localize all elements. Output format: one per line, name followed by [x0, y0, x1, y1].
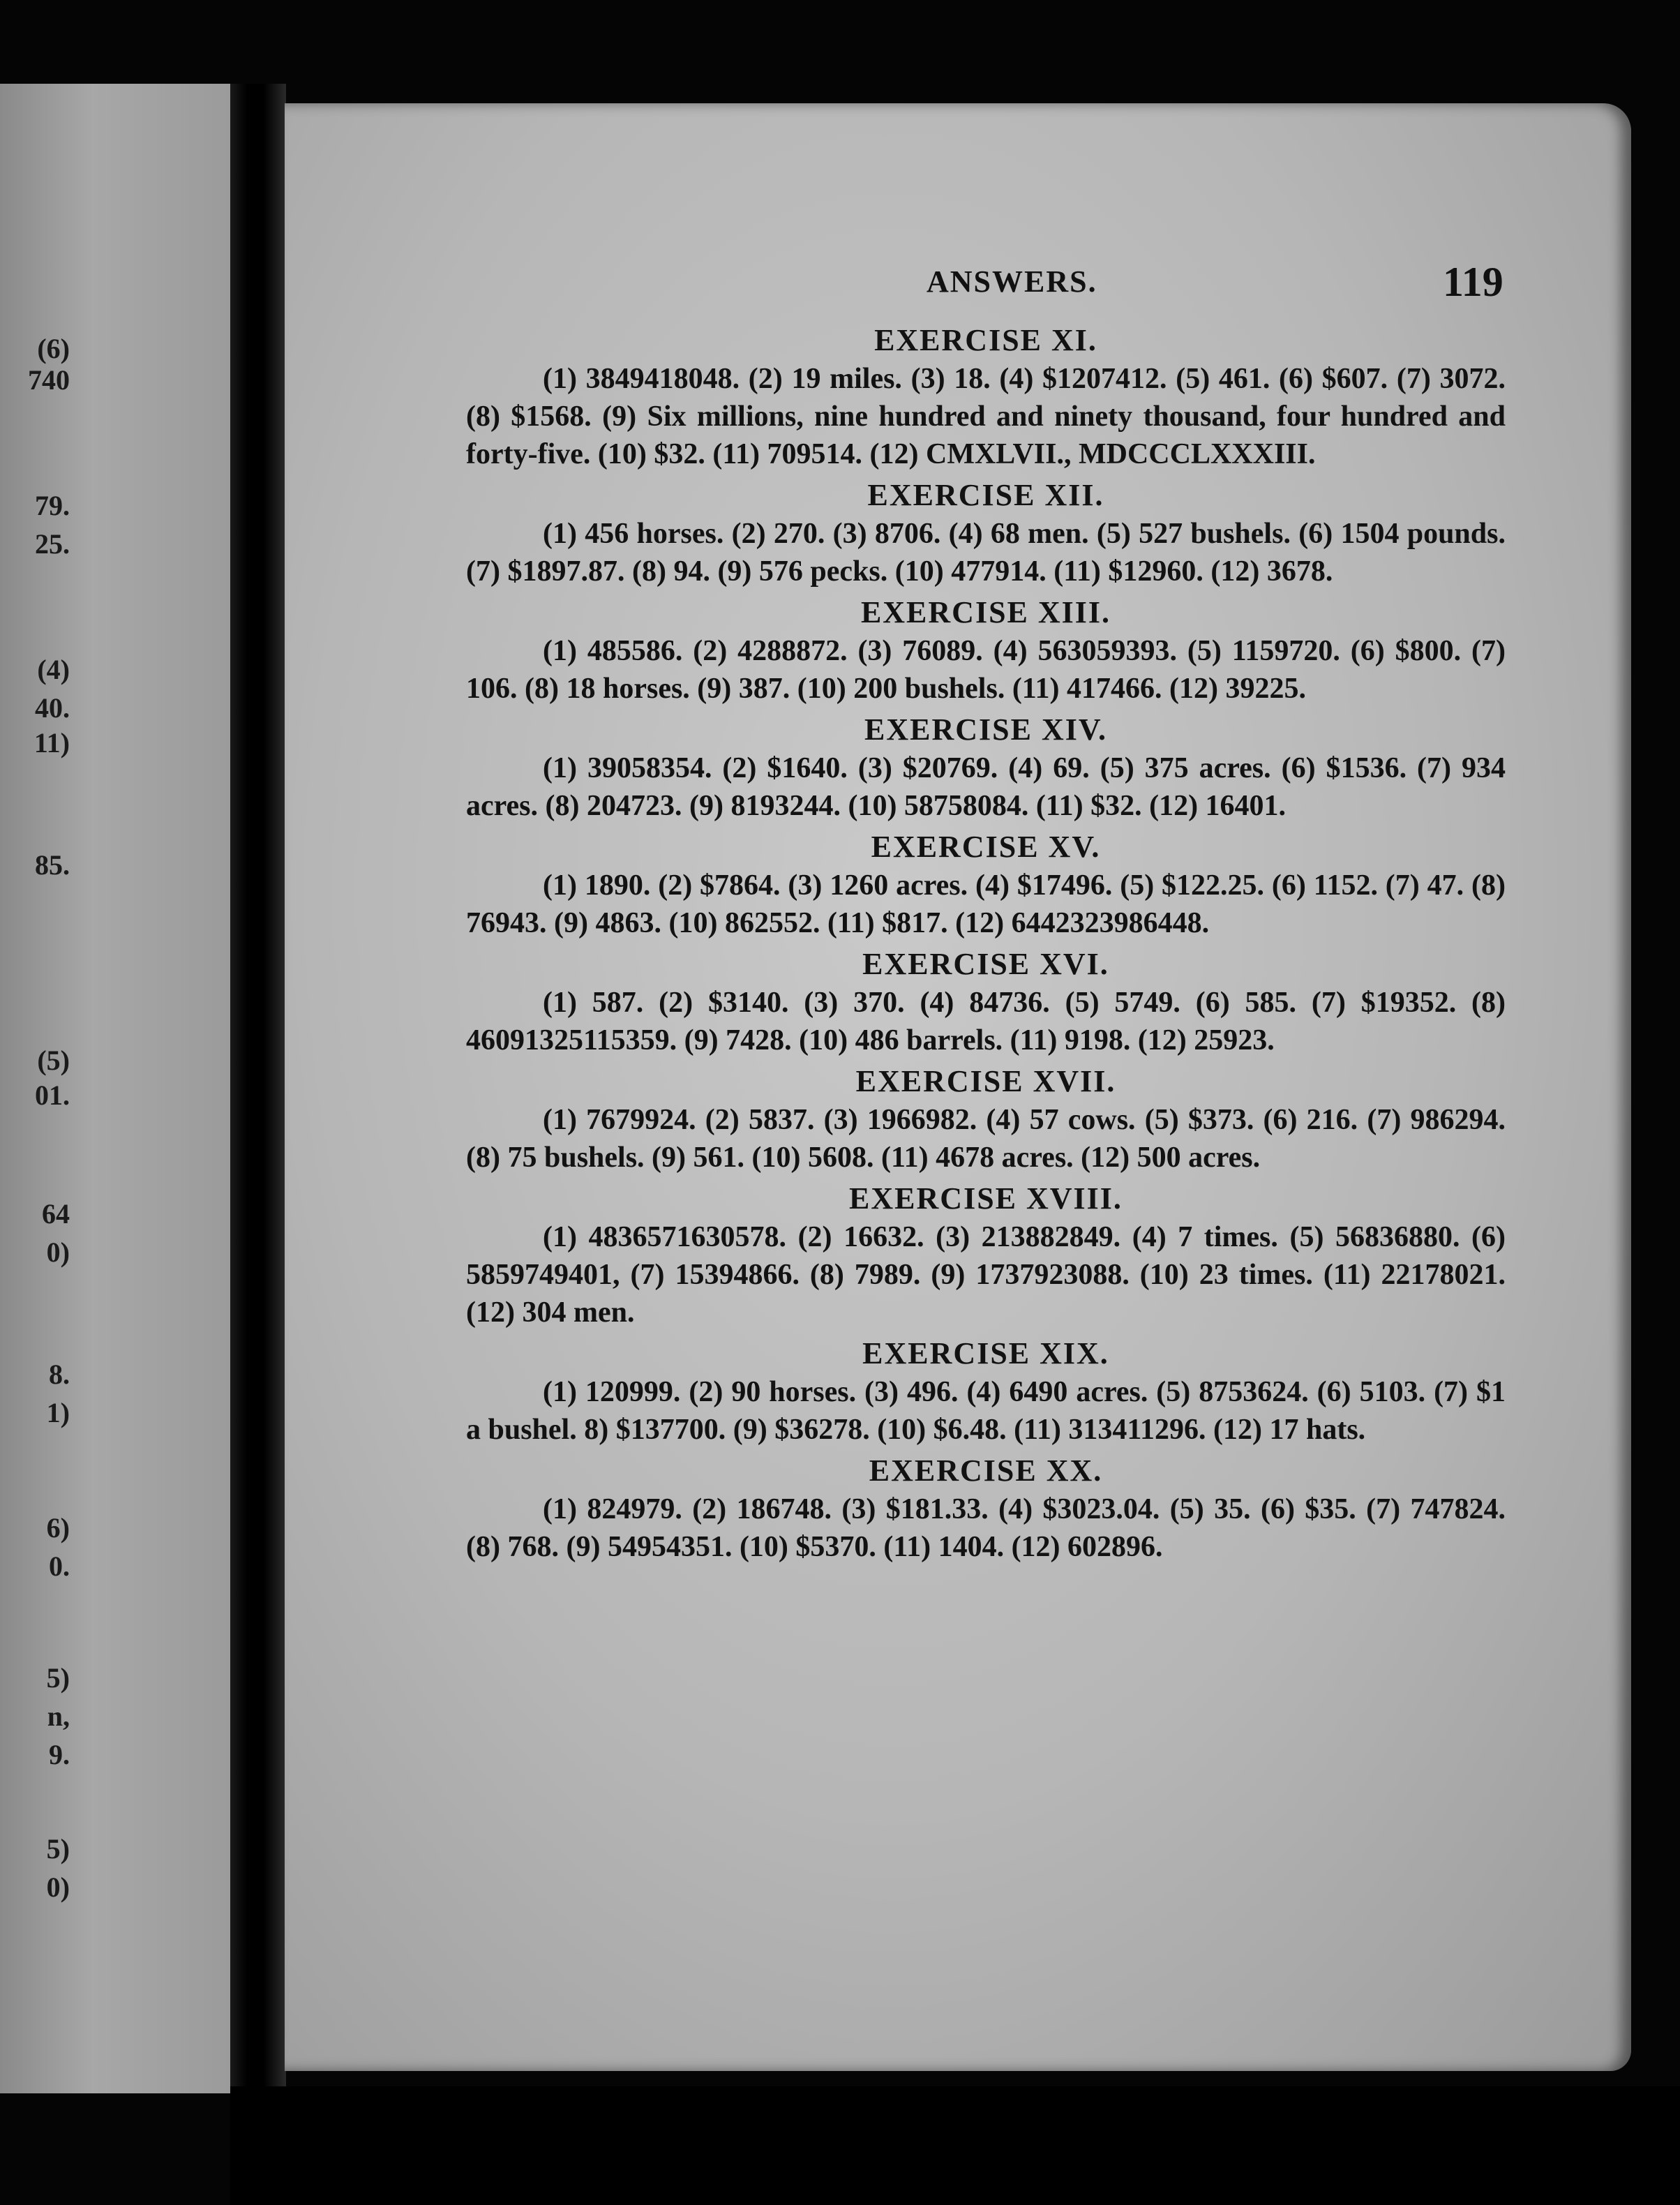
- exercise-title: EXERCISE XVII.: [855, 1064, 1116, 1098]
- exercise-block: [466, 321, 1506, 473]
- left-page-fragment: 0.: [49, 1550, 70, 1582]
- left-page-fragment: 25.: [35, 528, 70, 560]
- page-number: 119: [1443, 259, 1503, 305]
- exercise-block: [466, 945, 1506, 1059]
- left-page-fragment: 1): [46, 1397, 70, 1428]
- exercise-title: EXERCISE XIX.: [862, 1336, 1109, 1370]
- exercise-answers-text: (1) 485586. (2) 4288872. (3) 76089. (4) 563059393. (5) 1159720. (6) $800. (7) 106. (8) 18 horses. (9) 387. (10) 200 bushels. (11) 417466. (12) 39225.: [466, 635, 1506, 705]
- exercise-answers-text: (1) 7679924. (2) 5837. (3) 1966982. (4) 57 cows. (5) $373. (6) 216. (7) 986294. (8) 75 bushels. (9) 561. (10) 5608. (11) 4678 acres. (12) 500 acres.: [466, 1104, 1506, 1174]
- left-page-fragment: 11): [33, 727, 70, 758]
- exercise-title: EXERCISE XX.: [869, 1453, 1103, 1488]
- left-page-fragment: 64: [42, 1198, 70, 1229]
- exercise-answers-text: (1) 4836571630578. (2) 16632. (3) 213882849. (4) 7 times. (5) 56836880. (6) 5859749401, (7) 15394866. (8) 7989. (9) 1737923088. (10) 23 times. (11) 22178021. (12) 304 men.: [466, 1221, 1506, 1329]
- left-page-fragment: 5): [46, 1833, 70, 1864]
- left-page-fragment: 85.: [35, 849, 70, 881]
- exercise-title: EXERCISE XVI.: [862, 947, 1109, 981]
- previous-page-edge: [0, 84, 230, 2093]
- left-page-fragment: 79.: [35, 490, 70, 521]
- left-page-fragment: 0): [46, 1871, 70, 1903]
- exercise-answers-text: (1) 824979. (2) 186748. (3) $181.33. (4) $3023.04. (5) 35. (6) $35. (7) 747824. (8) 768. (9) 54954351. (10) $5370. (11) 1404. (12) 602896.: [466, 1493, 1506, 1563]
- exercise-title: EXERCISE XIII.: [860, 595, 1111, 629]
- exercise-block: [466, 1179, 1506, 1331]
- exercise-title: EXERCISE XVIII.: [849, 1181, 1123, 1216]
- book-gutter: [230, 84, 286, 2107]
- exercise-answers-text: (1) 1890. (2) $7864. (3) 1260 acres. (4) $17496. (5) $122.25. (6) 1152. (7) 47. (8) 76943. (9) 4863. (10) 862552. (11) $817. (12) 6442323986448.: [466, 869, 1506, 939]
- exercise-answers-text: (1) 587. (2) $3140. (3) 370. (4) 84736. (5) 5749. (6) 585. (7) $19352. (8) 46091325115359. (9) 7428. (10) 486 barrels. (11) 9198. (12) 25923.: [466, 987, 1506, 1056]
- exercise-title: EXERCISE XIV.: [864, 712, 1107, 747]
- left-page-fragment: n,: [47, 1701, 70, 1732]
- left-page-fragment: 740: [28, 364, 70, 396]
- exercise-answers-text: (1) 39058354. (2) $1640. (3) $20769. (4) 69. (5) 375 acres. (6) $1536. (7) 934 acres. (8) 204723. (9) 8193244. (10) 58758084. (11) $32. (12) 16401.: [466, 752, 1506, 822]
- left-page-fragment: (6): [37, 333, 70, 364]
- exercise-title: EXERCISE XV.: [871, 830, 1101, 864]
- left-page-fragment: 9.: [49, 1739, 70, 1770]
- left-page-fragment: (5): [37, 1045, 70, 1076]
- running-head: [285, 259, 1631, 306]
- left-page-fragment: 01.: [35, 1079, 70, 1111]
- left-page-fragment: 6): [46, 1512, 70, 1544]
- exercise-block: [466, 1451, 1506, 1566]
- running-title: ANSWERS.: [927, 264, 1097, 299]
- left-page-fragment: 40.: [35, 692, 70, 724]
- exercise-answers-text: (1) 120999. (2) 90 horses. (3) 496. (4) 6490 acres. (5) 8753624. (6) 5103. (7) $1 a bushel. 8) $137700. (9) $36278. (10) $6.48. (11) 313411296. (12) 17 hats.: [466, 1376, 1506, 1446]
- exercise-block: [466, 828, 1506, 942]
- answers-page: [285, 103, 1631, 2071]
- left-page-fragment: 5): [46, 1662, 70, 1694]
- exercise-title: EXERCISE XII.: [867, 478, 1104, 512]
- exercise-answers-text: (1) 456 horses. (2) 270. (3) 8706. (4) 68 men. (5) 527 bushels. (6) 1504 pounds. (7) $1897.87. (8) 94. (9) 576 pecks. (10) 477914. (11) $12960. (12) 3678.: [466, 518, 1506, 588]
- exercise-block: [466, 476, 1506, 590]
- exercise-answers: [466, 321, 1506, 1569]
- scan-background-edge: [230, 2086, 1680, 2205]
- left-page-fragment: 8.: [49, 1359, 70, 1390]
- exercise-title: EXERCISE XI.: [874, 323, 1097, 357]
- exercise-block: [466, 1062, 1506, 1176]
- exercise-block: [466, 710, 1506, 825]
- exercise-block: [466, 593, 1506, 708]
- exercise-block: [466, 1334, 1506, 1449]
- left-page-fragment: (4): [37, 654, 70, 685]
- exercise-answers-text: (1) 3849418048. (2) 19 miles. (3) 18. (4) $1207412. (5) 461. (6) $607. (7) 3072. (8) $1568. (9) Six millions, nine hundred and ninety thousand, four hundred and forty-five. (10) $32. (11) 709514. (12) CMXLVII., MDCCCLXXXIII.: [466, 363, 1506, 470]
- left-page-fragment: 0): [46, 1236, 70, 1268]
